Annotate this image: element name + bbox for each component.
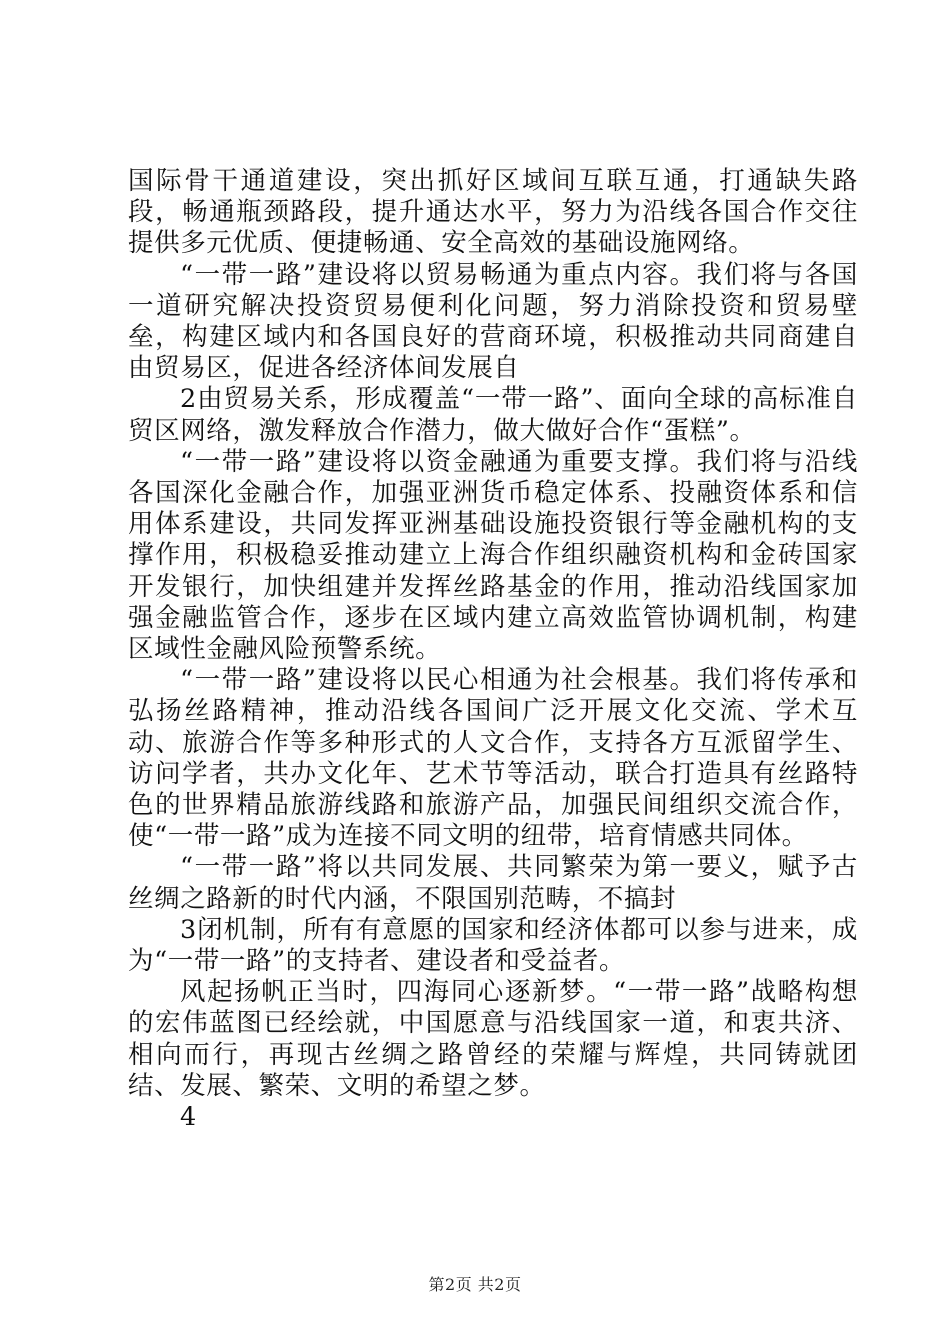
paragraph-people: “一带一路”建设将以民心相通为社会根基。我们将传承和弘扬丝路精神，推动沿线各国间广泛开展文化交流、学术互动、旅游合作等多种形式的人文合作，支持各方互派留学生、访问学者，共办文化年、艺术节等活动，联合打造具有丝路特色的世界精品旅游线路和旅游产品，加强民间组织交流合作，使“一带一路”成为连接不同文明的纽带，培育情感共同体。 [128,665,858,852]
paragraph-infrastructure: 国际骨干通道建设，突出抓好区域间互联互通，打通缺失路段，畅通瓶颈路段，提升通达水平，努力为沿线各国合作交往提供多元优质、便捷畅通、安全高效的基础设施网络。 [128,166,858,259]
paragraph-development-continued: 3闭机制，所有有意愿的国家和经济体都可以参与进来，成为“一带一路”的支持者、建设者和受益者。 [128,914,858,977]
paragraph-trade: “一带一路”建设将以贸易畅通为重点内容。我们将与各国一道研究解决投资贸易便利化问题，努力消除投资和贸易壁垒，构建区域内和各国良好的营商环境，积极推动共同商建自由贸易区，促进各经济体间发展自 [128,259,858,384]
paragraph-conclusion: 风起扬帆正当时，四海同心逐新梦。“一带一路”战略构想的宏伟蓝图已经绘就，中国愿意与沿线国家一道，和衷共济、相向而行，再现古丝绸之路曾经的荣耀与辉煌，共同铸就团结、发展、繁荣、文明的希望之梦。 [128,977,858,1101]
paragraph-trade-continued: 2由贸易关系，形成覆盖“一带一路”、面向全球的高标准自贸区网络，激发释放合作潜力，做大做好合作“蛋糕”。 [128,384,858,446]
paragraph-development: “一带一路”将以共同发展、共同繁荣为第一要义，赋予古丝绸之路新的时代内涵，不限国别范畴，不搞封 [128,852,858,914]
inline-page-number: 4 [180,1102,197,1133]
paragraph-finance: “一带一路”建设将以资金融通为重要支撑。我们将与沿线各国深化金融合作，加强亚洲货币稳定体系、投融资体系和信用体系建设，共同发挥亚洲基础设施投资银行等金融机构的支撑作用，积极稳妥推动建立上海合作组织融资机构和金砖国家开发银行，加快组建并发挥丝路基金的作用，推动沿线国家加强金融监管合作，逐步在区域内建立高效监管协调机制，构建区域性金融风险预警系统。 [128,446,858,665]
page-footer: 第2页 共2页 [428,1275,522,1294]
document-body [128,166,858,1133]
